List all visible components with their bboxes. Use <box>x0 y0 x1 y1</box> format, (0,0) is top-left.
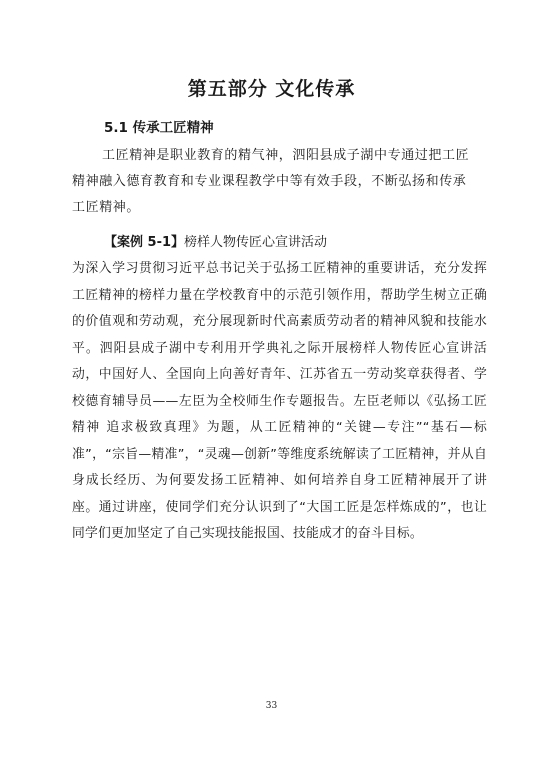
case-heading <box>104 231 327 250</box>
intro-paragraph: 工匠精神是职业教育的精气神，泗阳县成子湖中专通过把工匠精神融入德育教育和专业课程教学中等有效手段，不断弘扬和传承工匠精神。 <box>72 148 470 215</box>
case-label: 【案例 5-1】 <box>104 235 185 250</box>
part-title: 第五部分 文化传承 <box>187 78 356 100</box>
page-number: 33 <box>265 701 278 711</box>
case-body-paragraph: 为深入学习贯彻习近平总书记关于弘扬工匠精神的重要讲话，充分发挥工匠精神的榜样力量在学校教育中的示范引领作用，帮助学生树立正确的价值观和劳动观，充分展现新时代高素质劳动者的精神风貌和技能水平。泗阳县成子湖中专利用开学典礼之际开展榜样人物传匠心宣讲活动，中国好人、全国向上向善好青年、江苏省五一劳动奖章获得者、学校德育辅导员——左臣为全校师生作专题报告。左臣老师以《弘扬工匠精神 追求极致真理》为题，从工匠精神的“关键—专注”“基石—标准”，“宗旨—精准”，“灵魂—创新”等维度系统解读了工匠精神，并从自身成长经历、为何要发扬工匠精神、如何培养自身工匠精神展开了讲座。通过讲座，使同学们充分认识到了“大国工匠是怎样炼成的”，也让同学们更加坚定了自己实现技能报国、技能成才的奋斗目标。 <box>72 261 487 541</box>
case-title: 榜样人物传匠心宣讲活动 <box>184 235 328 250</box>
section-title: 5.1 传承工匠精神 <box>104 120 214 136</box>
